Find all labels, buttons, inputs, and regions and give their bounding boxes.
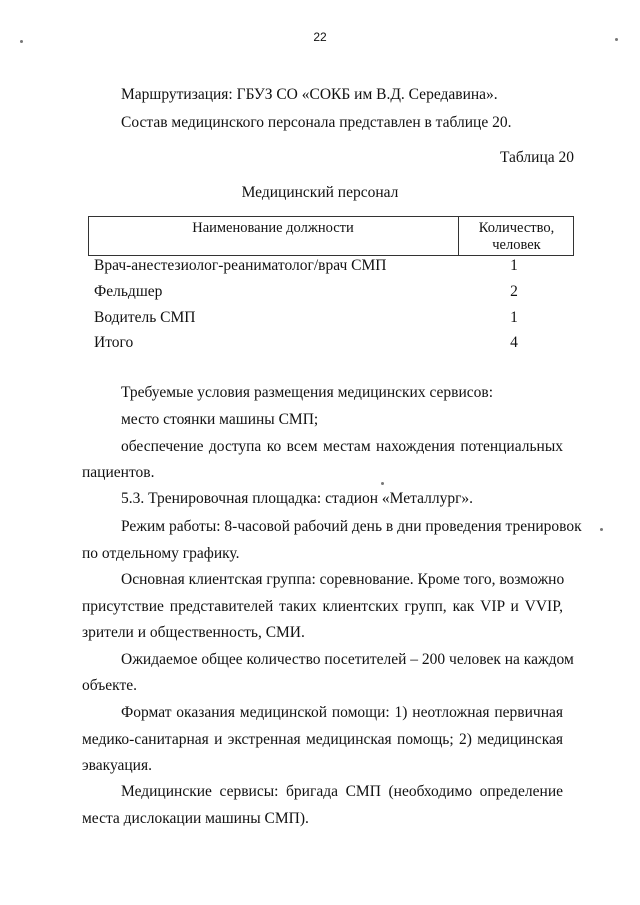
staff-note-line: Состав медицинского персонала представлен в таблице 20. (121, 114, 512, 131)
table-row (94, 257, 564, 279)
clients-line-1: Основная клиентская группа: соревнование. Кроме того, возможно (121, 571, 565, 588)
format-line-2: медико-санитарная и экстренная медицинская помощь; 2) медицинская (82, 731, 563, 748)
row-position: Итого (94, 334, 134, 351)
table-row (94, 309, 564, 331)
table-title: Медицинский персонал (241, 184, 399, 201)
row-position: Фельдшер (94, 283, 163, 300)
requirements-line: Требуемые условия размещения медицинских сервисов: (121, 384, 494, 401)
services-line-1: Медицинские сервисы: бригада СМП (необходимо определение (121, 783, 563, 800)
table-row (94, 283, 564, 305)
scan-speck (381, 482, 384, 485)
visitors-line-1: Ожидаемое общее количество посетителей – 200 человек на каждом (121, 651, 574, 668)
header-count-line2: человек (492, 237, 541, 253)
row-position: Водитель СМП (94, 309, 196, 326)
access-line-2: пациентов. (82, 464, 155, 481)
staff-table-header (88, 216, 574, 256)
visitors-line-2: объекте. (82, 677, 137, 694)
row-count: 1 (510, 309, 518, 326)
venue-line: 5.3. Тренировочная площадка: стадион «Металлург». (121, 490, 474, 507)
services-line-2: места дислокации машины СМП). (82, 810, 309, 827)
row-position: Врач-анестезиолог-реаниматолог/врач СМП (94, 257, 387, 274)
header-position: Наименование должности (192, 220, 354, 236)
format-line-1: Формат оказания медицинской помощи: 1) неотложная первичная (121, 704, 563, 721)
format-line-3: эвакуация. (82, 757, 152, 774)
row-count: 2 (510, 283, 518, 300)
access-line-1: обеспечение доступа ко всем местам нахождения потенциальных (121, 438, 563, 455)
clients-line-2: присутствие представителей таких клиентских групп, как VIP и VVIP, (82, 598, 563, 615)
schedule-line-2: по отдельному графику. (82, 545, 240, 562)
table-row (94, 334, 564, 356)
clients-line-3: зрители и общественность, СМИ. (82, 624, 305, 641)
parking-line: место стоянки машины СМП; (121, 411, 319, 428)
scan-speck (600, 528, 603, 531)
row-count: 1 (510, 257, 518, 274)
table-label: Таблица 20 (499, 149, 574, 166)
header-count-line1: Количество, (478, 220, 555, 236)
page-number: 22 (313, 30, 327, 44)
scan-speck (615, 38, 618, 41)
row-count: 4 (510, 334, 518, 351)
schedule-line-1: Режим работы: 8-часовой рабочий день в дни проведения тренировок (121, 518, 582, 535)
routing-line: Маршрутизация: ГБУЗ СО «СОКБ им В.Д. Середавина». (121, 86, 498, 103)
scan-speck (20, 40, 23, 43)
